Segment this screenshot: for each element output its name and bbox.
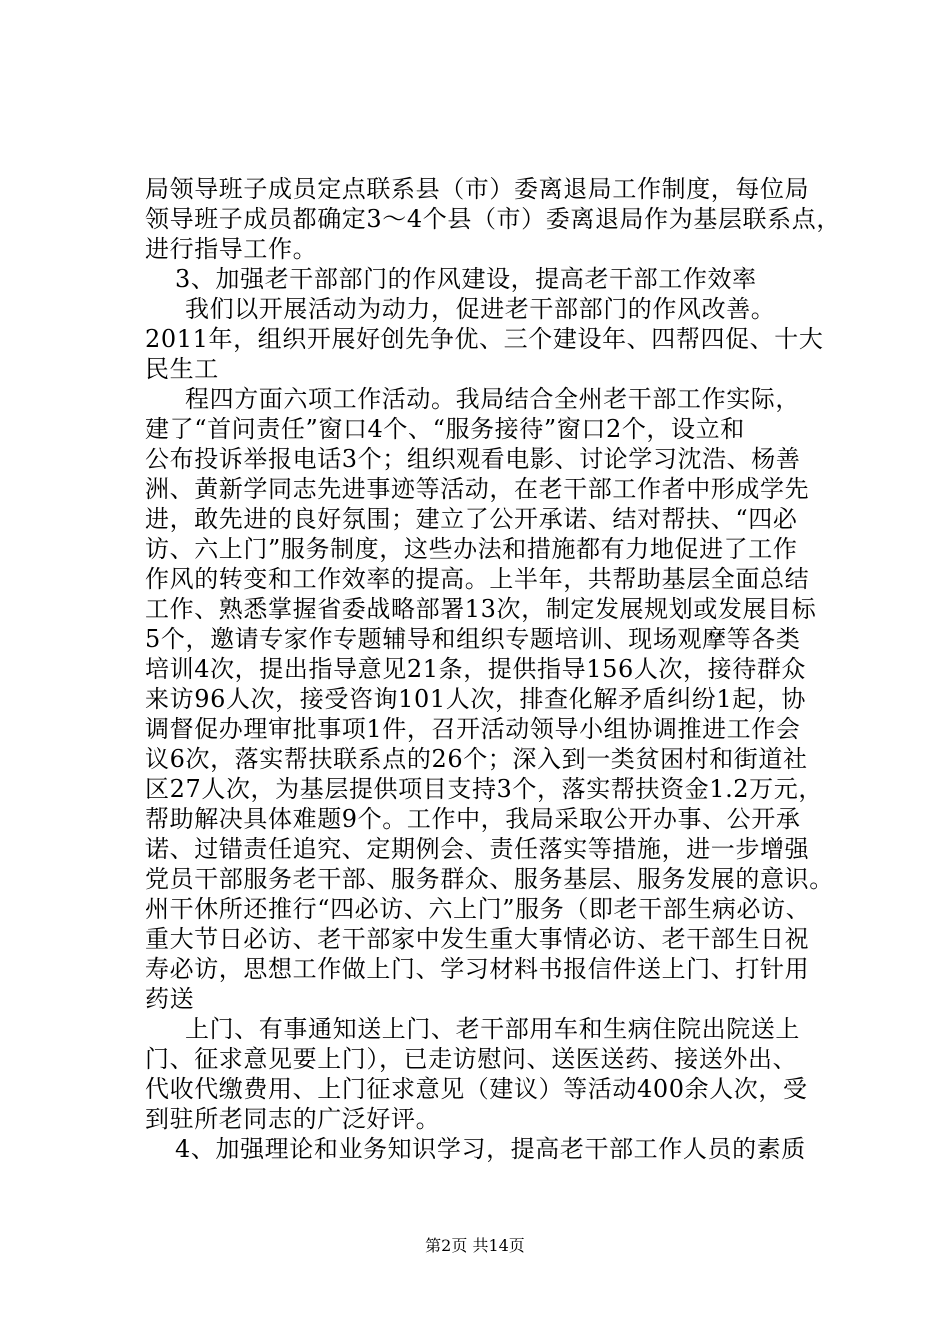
text-line: 局领导班子成员定点联系县（市）委离退局工作制度，每位局: [145, 175, 810, 203]
text-line: 程四方面六项工作活动。我局结合全州老干部工作实际，: [185, 385, 800, 413]
text-line: 药送: [145, 985, 195, 1013]
text-line: 党员干部服务老干部、服务群众、服务基层、服务发展的意识。: [145, 865, 834, 893]
text-line: 领导班子成员都确定3～4个县（市）委离退局作为基层联系点，: [145, 205, 841, 233]
text-line: 门、征求意见要上门），已走访慰问、送医送药、接送外出、: [145, 1045, 798, 1073]
text-line: 进行指导工作。: [145, 235, 318, 263]
text-line: 来访96人次，接受咨询101人次，排查化解矛盾纠纷1起，协: [145, 685, 807, 713]
text-line: 州干休所还推行“四必访、六上门”服务（即老干部生病必访、: [145, 895, 811, 923]
text-line: 寿必访，思想工作做上门、学习材料书报信件送上门、打针用: [145, 955, 810, 983]
text-line: 帮助解决具体难题9个。工作中，我局采取公开办事、公开承: [145, 805, 801, 833]
text-line: 访、六上门”服务制度，这些办法和措施都有力地促进了工作: [145, 535, 798, 563]
text-line: 诺、过错责任追究、定期例会、责任落实等措施，进一步增强: [145, 835, 810, 863]
text-line: 我们以开展活动为动力，促进老干部部门的作风改善。: [185, 295, 776, 323]
text-line: 进，敢先进的良好氛围；建立了公开承诺、结对帮扶、“四必: [145, 505, 798, 533]
text-line: 2011年，组织开展好创先争优、三个建设年、四帮四促、十大: [145, 325, 824, 353]
page-footer: 第2页 共14页: [425, 1236, 525, 1255]
text-line: 到驻所老同志的广泛好评。: [145, 1105, 441, 1133]
text-line: 议6次，落实帮扶联系点的26个；深入到一类贫困村和街道社: [145, 745, 808, 773]
text-line: 代收代缴费用、上门征求意见（建议）等活动400余人次，受: [145, 1075, 808, 1103]
text-line: 作风的转变和工作效率的提高。上半年，共帮助基层全面总结: [145, 565, 810, 593]
text-line: 工作、熟悉掌握省委战略部署13次，制定发展规划或发展目标: [145, 595, 817, 623]
document-body: [145, 174, 845, 1164]
text-line: 民生工: [145, 355, 219, 383]
text-line: 5个，邀请专家作专题辅导和组织专题培训、现场观摩等各类: [145, 625, 801, 653]
section-heading-3: 3、加强老干部部门的作风建设，提高老干部工作效率: [175, 265, 757, 293]
text-line: 培训4次，提出指导意见21条，提供指导156人次，接待群众: [145, 655, 807, 683]
text-line: 公布投诉举报电话3个；组织观看电影、讨论学习沈浩、杨善: [145, 445, 801, 473]
text-line: 洲、黄新学同志先进事迹等活动，在老干部工作者中形成学先: [145, 475, 810, 503]
text-line: 调督促办理审批事项1件，召开活动领导小组协调推进工作会: [145, 715, 801, 743]
text-line: 区27人次，为基层提供项目支持3个，落实帮扶资金1.2万元，: [145, 775, 823, 803]
text-line: 建了“首问责任”窗口4个、“服务接待”窗口2个，设立和: [145, 415, 745, 443]
section-heading-4: 4、加强理论和业务知识学习，提高老干部工作人员的素质: [175, 1135, 806, 1163]
text-line: 上门、有事通知送上门、老干部用车和生病住院出院送上: [185, 1015, 800, 1043]
text-line: 重大节日必访、老干部家中发生重大事情必访、老干部生日祝: [145, 925, 810, 953]
